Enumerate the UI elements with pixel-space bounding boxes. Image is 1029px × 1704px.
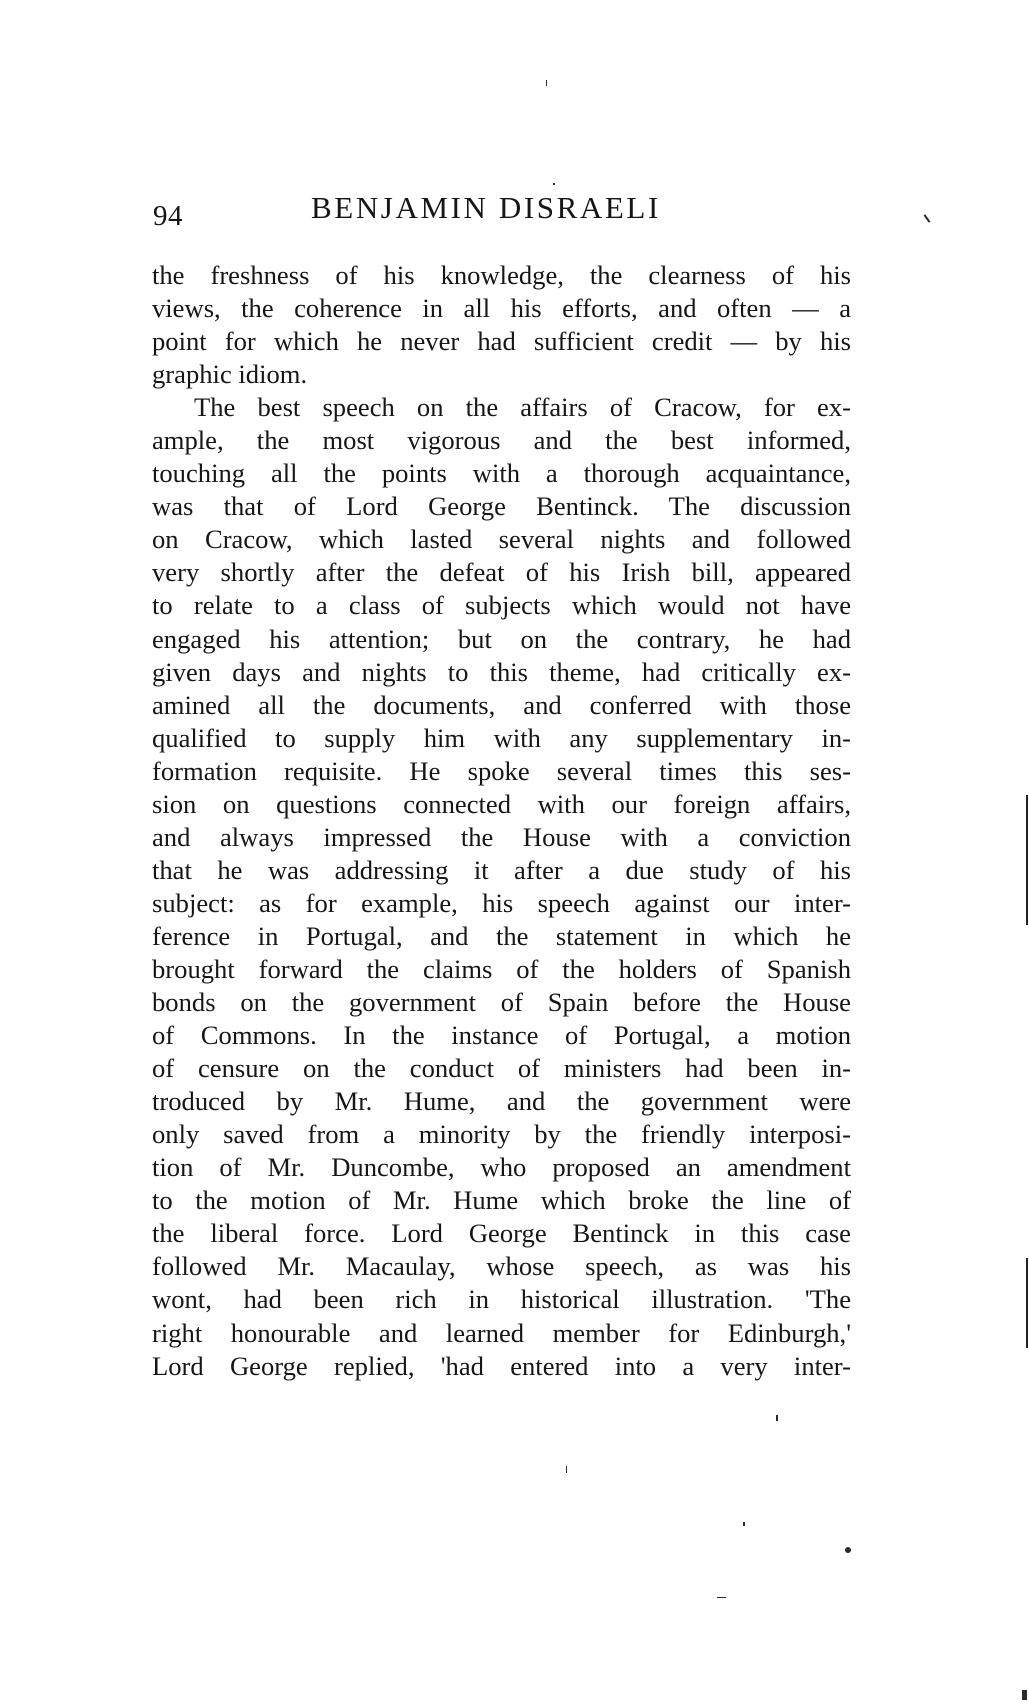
text-line: point for which he never had sufficient credit — by his [152,326,851,357]
text-line: tion of Mr. Duncombe, who proposed an amendment [152,1152,851,1183]
text-line: Lord George replied, 'had entered into a very inter- [152,1350,851,1381]
running-title: BENJAMIN DISRAELI [311,190,661,225]
scan-speck [776,1415,778,1421]
text-line: of censure on the conduct of ministers had been in- [152,1053,851,1084]
text-line: amined all the documents, and conferred with those [152,689,851,720]
text-line: given days and nights to this theme, had critically ex- [152,656,851,687]
scan-speck [717,1597,726,1598]
text-line: to the motion of Mr. Hume which broke the line of [152,1185,851,1216]
scan-speck [924,214,931,223]
text-line: the freshness of his knowledge, the clearness of his [152,260,851,290]
scan-speck [1022,1690,1027,1700]
text-line: sion on questions connected with our foreign affairs, [152,788,851,819]
text-line: graphic idiom. [152,359,308,390]
scan-speck [546,80,547,86]
text-line: that he was addressing it after a due study of his [152,854,851,885]
text-line: engaged his attention; but on the contrary, he had [152,623,851,654]
text-line: was that of Lord George Bentinck. The discussion [152,491,851,522]
scan-speck [553,183,555,185]
text-line: and always impressed the House with a conviction [152,821,851,852]
text-line: ample, the most vigorous and the best informed, [152,425,851,456]
text-line: ference in Portugal, and the statement in which he [152,920,851,951]
page-number: 94 [153,200,183,232]
text-line: wont, had been rich in historical illustration. 'The [152,1284,851,1315]
page-header [153,190,853,240]
scan-speck [845,1547,851,1553]
text-line: subject: as for example, his speech against our inter- [152,887,851,918]
text-line: only saved from a minority by the friendly interposi- [152,1119,851,1150]
text-line: troduced by Mr. Hume, and the government were [152,1086,851,1117]
scan-speck [743,1522,745,1526]
text-line: the liberal force. Lord George Bentinck in this case [152,1218,851,1249]
text-line: very shortly after the defeat of his Irish bill, appeared [152,557,851,588]
text-line: of Commons. In the instance of Portugal, a motion [152,1020,851,1051]
body-text [152,259,851,1383]
text-line: touching all the points with a thorough acquaintance, [152,458,851,489]
text-line: views, the coherence in all his efforts, and often — a [152,293,851,324]
text-line: bonds on the government of Spain before the House [152,987,851,1018]
text-line: brought forward the claims of the holders of Spanish [152,953,851,984]
text-line: qualified to supply him with any supplementary in- [152,722,851,753]
scan-speck [566,1466,567,1473]
text-line: to relate to a class of subjects which would not have [152,590,851,621]
scan-edge-mark [1026,795,1028,925]
scan-edge-mark [1026,1258,1028,1348]
text-line: The best speech on the affairs of Cracow, for ex- [194,392,851,423]
text-line: followed Mr. Macaulay, whose speech, as was his [152,1251,851,1282]
text-line: on Cracow, which lasted several nights and followed [152,524,851,555]
text-line: formation requisite. He spoke several times this ses- [152,755,851,786]
text-line: right honourable and learned member for Edinburgh,' [152,1317,851,1348]
